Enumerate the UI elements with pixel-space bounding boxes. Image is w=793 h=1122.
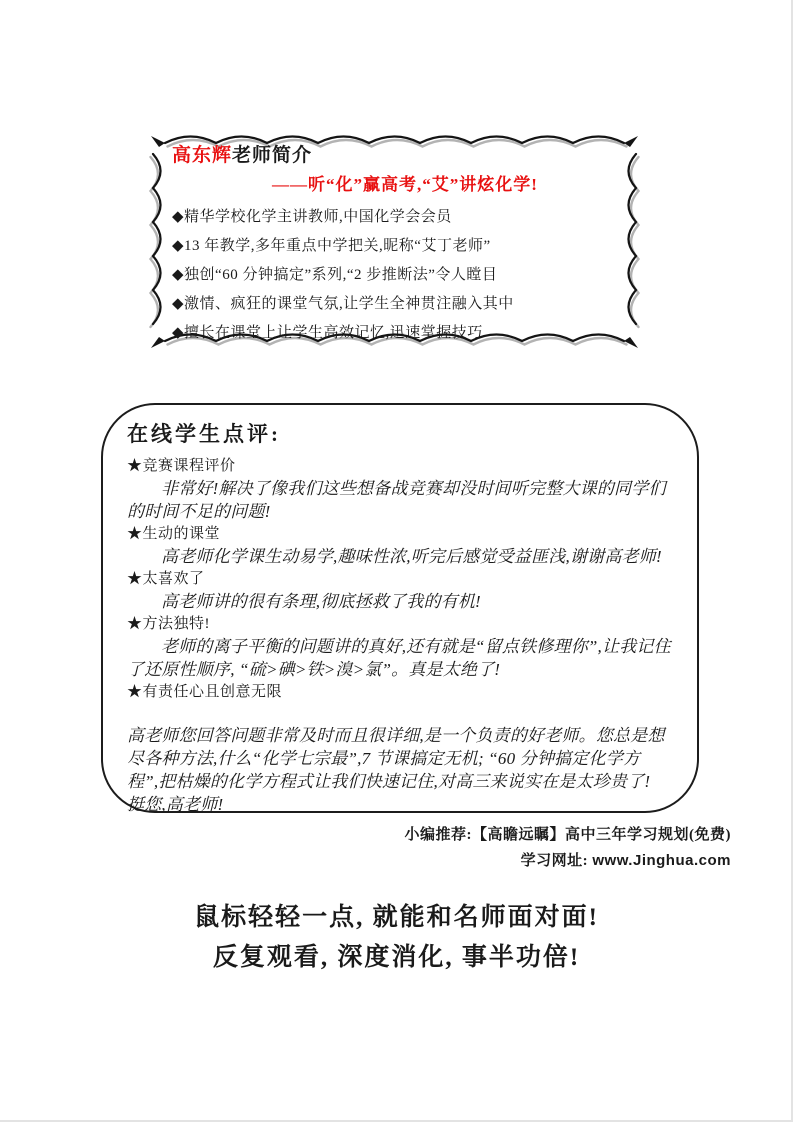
site-label: 学习网址: bbox=[520, 853, 593, 869]
review-closing-paragraph: 高老师您回答问题非常及时而且很详细,是一个负责的好老师。您总是想尽各种方法,什么“化学七宗最”,7 节课搞定无机; “60 分钟搞定化学方程”,把枯燥的化学方程式让我们快速记住,对高三来说实在是太珍贵了! 挺您,高老师! bbox=[127, 726, 665, 814]
intro-bullet: ◆13 年教学,多年重点中学把关,昵称“艾丁老师” bbox=[172, 238, 491, 254]
recommend-line: 小编推荐:【高瞻远瞩】高中三年学习规划(免费) bbox=[404, 827, 731, 843]
intro-content bbox=[172, 143, 622, 343]
reviews-title: 在线学生点评: bbox=[127, 422, 281, 446]
intro-bullet: ◆独创“60 分钟搞定”系列,“2 步推断法”令人瞠目 bbox=[172, 267, 498, 283]
review-item bbox=[127, 523, 671, 568]
review-heading: ★太喜欢了 bbox=[127, 571, 205, 587]
intro-bullet: ◆擅长在课堂上让学生高效记忆,迅速掌握技巧 bbox=[172, 325, 483, 341]
review-item bbox=[127, 681, 671, 703]
review-heading: ★有责任心且创意无限 bbox=[127, 684, 283, 700]
intro-title bbox=[172, 143, 622, 168]
review-heading: ★生动的课堂 bbox=[127, 526, 221, 542]
teacher-name: 高东辉 bbox=[172, 145, 233, 166]
intro-title-suffix: 老师简介 bbox=[232, 145, 313, 166]
intro-bullet: ◆激情、疯狂的课堂气氛,让学生全神贯注融入其中 bbox=[172, 296, 514, 312]
bottom-slogan-1: 鼠标轻轻一点, 就能和名师面对面! bbox=[194, 904, 599, 931]
review-heading: ★方法独特! bbox=[127, 616, 210, 632]
review-heading: ★竞赛课程评价 bbox=[127, 458, 236, 474]
intro-bullet: ◆精华学校化学主讲教师,中国化学会会员 bbox=[172, 209, 452, 225]
review-body: 高老师讲的很有条理,彻底拯救了我的有机! bbox=[161, 592, 481, 611]
teacher-intro-box bbox=[141, 128, 648, 356]
bottom-slogan-2: 反复观看, 深度消化, 事半功倍! bbox=[212, 944, 581, 971]
review-body: 老师的离子平衡的问题讲的真好,还有就是“留点铁修理你”,让我记住了还原性顺序, “硫>碘>铁>溴>氯”。真是太绝了! bbox=[127, 637, 671, 679]
review-item bbox=[127, 455, 671, 523]
student-reviews-box bbox=[101, 403, 699, 813]
intro-slogan: ——听“化”赢高考,“艾”讲炫化学! bbox=[272, 175, 538, 194]
review-item bbox=[127, 568, 671, 613]
review-item bbox=[127, 613, 671, 681]
review-body: 非常好!解决了像我们这些想备战竞赛却没时间听完整大课的同学们的时间不足的问题! bbox=[127, 479, 666, 521]
editor-recommendation bbox=[405, 822, 732, 874]
site-url[interactable]: www.Jinghua.com bbox=[592, 852, 731, 869]
study-site-line bbox=[405, 848, 732, 874]
review-body: 高老师化学课生动易学,趣味性浓,听完后感觉受益匪浅,谢谢高老师! bbox=[161, 547, 662, 566]
